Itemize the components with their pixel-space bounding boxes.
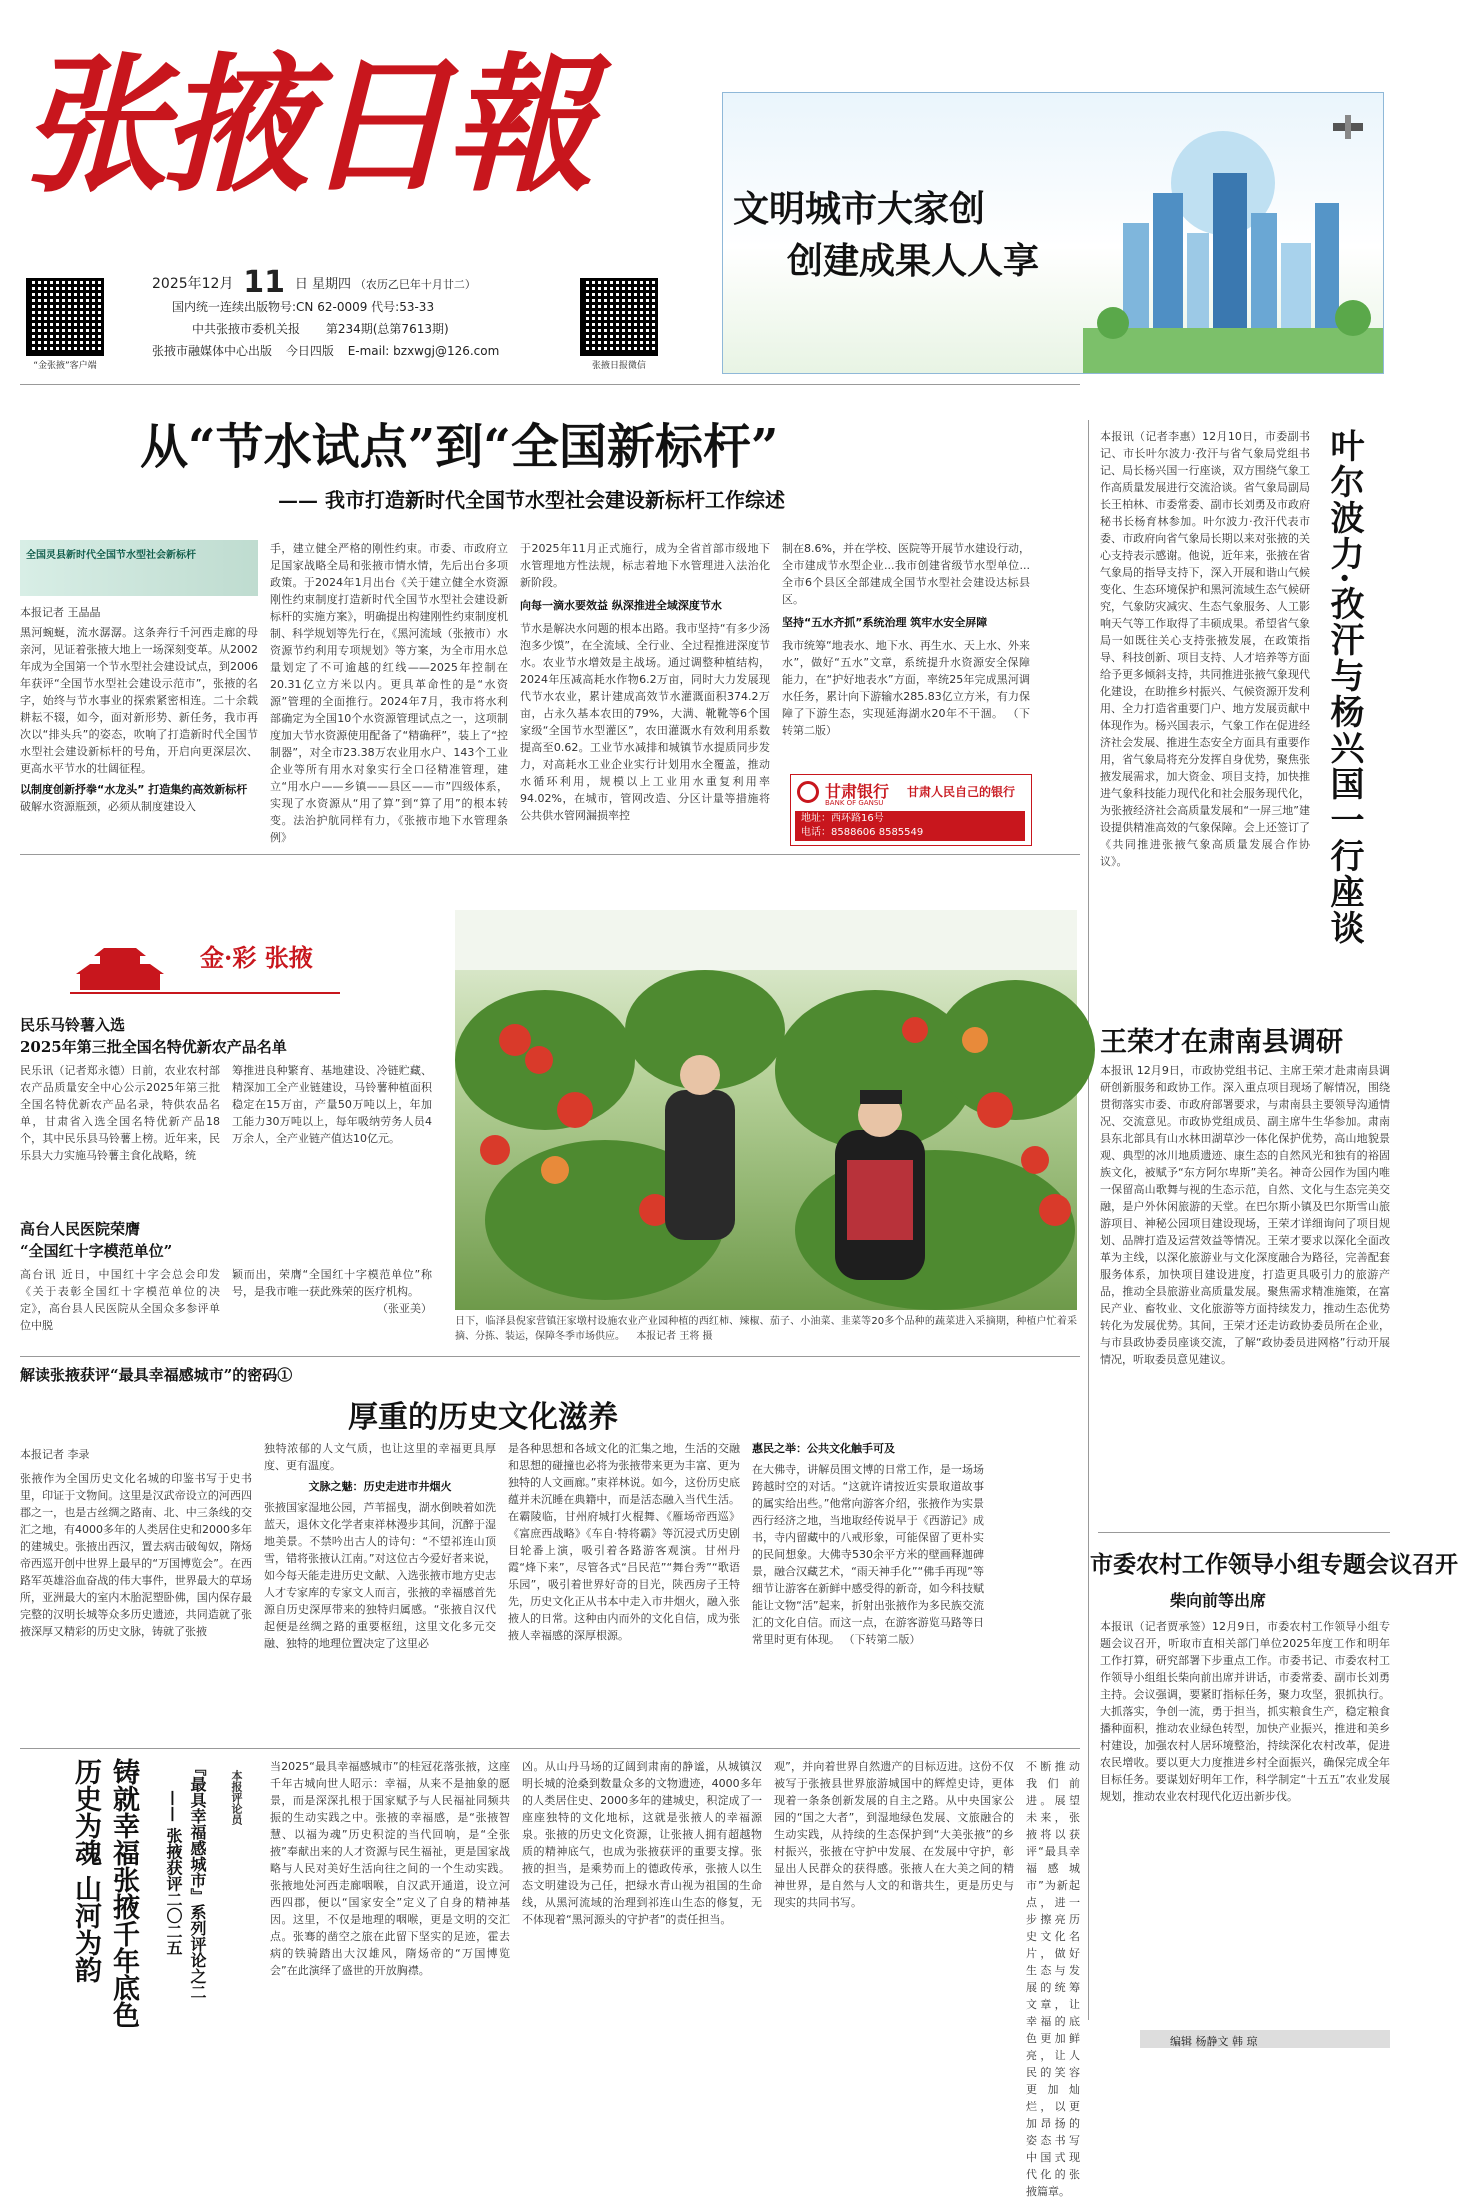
banner-line-2: 创建成果人人享	[787, 240, 1040, 282]
wang-story-body: 本报讯 12月9日，市政协党组书记、主席王荣才赴肃南县调研创新服务和政协工作。深入重点项目现场了解情况，围绕贯彻落实市委、市政府部署要求，与肃南县主要领导沟通情况、交流意见。市政协党组成员、副主席牛生华参加。肃南县东北部具有山水林田湖草沙一体化保护优势，高山地貌景观、典型的冰川地质遗迹、康生态的自然风光和独有的裕固族文化，被赋予“东方阿尔卑斯”美名。神奇公园作为国内唯一保留高山歌舞与视的生态示范，自然、文化与生态完美交融，是户外休闲旅游的天堂。在巴尔斯小镇及巴尔斯雪山旅游项目、神秘公园项目建设现场，王荣才详细询问了项目规划、品牌打造及运营效益等情况。王荣才要求以深化全面改革为主线，以深化旅游业与文化深度融合为路径，完善配套服务体系，加快项目建设进度，打造更具吸引力的旅游产品，推动全县旅游业高质量发展。聚焦需求精准施策，在富民产业、畜牧业、文化旅游等方面持续发力，推动生态优势转化为发展优势。其间，王荣才还走访政协委员所在企业，与市县政协委员座谈交流，了解“政协委员进网格”行动开展情况，听取委员意见建议。	[1100, 1064, 1390, 1366]
jincai-s2-title-line1: 高台人民医院荣膺	[20, 1220, 141, 1238]
editor-line: 编辑 杨静文 韩 琼	[1170, 2035, 1258, 2048]
qr-app-left[interactable]	[26, 278, 104, 371]
jincai-s1-col2: 筹推进良种繁育、基地建设、冷链贮藏、精深加工全产业链建设，马铃薯种植面积稳定在15万亩，产量50万吨以上，年加工能力30万吨以上，每年吸纳劳务人员4万余人，全产业链产值达10亿元。	[232, 1064, 432, 1145]
photo-caption	[455, 1314, 1077, 1350]
history-col-3: 是各种思想和各域文化的汇集之地，生活的交融和思想的碰撞也必将为张掖带来更为丰富、更为独特的人文画廊。”束祥林说。如今，这份历史底蕴并未沉睡在典籍中，而是活态融入当代生活。在霸陵临，甘州府城打火棍舞、《雁场帝西巡》《富庶西战略》《车自·特将霸》等沉浸式历史剧目轮番上演，吸引着各路游客观演。甘州丹霞“烽下来”，尽管各式“吕民范”“舞台秀”“歌语乐园”，吸引着世界好奇的目光，陕西房子王特先，历史文化正从书本中走入市井烟火，融入张掖人的日常。这种由内而外的文化自信，成为张掖人幸福感的深厚根源。	[508, 1442, 740, 1642]
history-col-2	[264, 1440, 496, 1740]
qr-right-label: 张掖日报微信	[591, 361, 646, 371]
jincai-banner	[70, 934, 340, 994]
inset-title: 全国灵县新时代全国节水型社会新标杆	[26, 550, 196, 561]
bank-name: 甘肃银行	[825, 782, 890, 801]
masthead	[0, 0, 1401, 380]
issue-info	[152, 265, 572, 362]
right-column-divider	[1088, 420, 1089, 2020]
history-byline: 本报记者 李录	[20, 1448, 90, 1461]
bank-slogan: 甘肃人民自己的银行	[907, 785, 1016, 799]
date-line: 2025年12月	[152, 276, 234, 292]
pagoda-icon	[70, 944, 170, 992]
commentary-col-3: 观”，并向着世界自然遗产的目标迈进。这份不仅被写于张掖县世界旅游城国中的辉煌史诗，更体现着一条条创新发展的自主之路。从中央国家公园的“国之大者”，到湿地绿色发展、文旅融合的生动实践，从持续的生态保护到“大美张掖”的乡村振兴，张掖在守护中发展、在发展中守护，彰显出人民群众的获得感。张掖人在大美之间的精神世界，是自然与人文的和谐共生，更是历史与现实的共同书写。	[774, 1760, 1014, 1909]
photo-credit: 本报记者 王将 摄	[636, 1331, 713, 1342]
lunar-date: （农历乙巳年十月廿二）	[354, 278, 476, 291]
history-series: 解读张掖获评“最具幸福感城市”的密码①	[20, 1366, 293, 1384]
jincai-s2-col2	[232, 1266, 432, 1338]
jincai-s2-author: （张亚美）	[377, 1302, 432, 1315]
date-day: 11	[243, 265, 286, 300]
rural-story-body: 本报讯（记者贾承签）12月9日，市委农村工作领导小组专题会议召开，听取市直相关部门单位2025年度工作和明年工作打算，研究部署下步重点工作。市委书记、市委农村工作领导小组组长柴向前出席并讲话，市委常委、副市长刘勇主持。会议强调，要紧盯指标任务，聚力攻坚，狠抓执行。大抓落实，争创一流，勇于担当，抓实粮食生产，稳定粮食播种面积，推动农业绿色转型，加快产业振兴，推进和美乡村建设，加强农村人居环境整治，持续深化农村改革，促进农民增收。要以更大力度推进乡村全面振兴，确保完成全年目标任务。要谋划好明年工作，科学制定“十五五”农业发展规划，推动农业农村现代化迈出新步伐。	[1100, 1620, 1390, 1803]
history-col4-subhead: 惠民之举：公共文化触手可及	[752, 1442, 895, 1455]
bank-en: BANK OF GANSU	[825, 799, 884, 807]
lead-byline: 本报记者 王晶晶	[20, 606, 101, 619]
greenhouse-illustration	[455, 910, 1077, 1310]
bank-ad[interactable]	[790, 774, 1032, 846]
right-story-vertical-title: 叶尔波力·孜汗与杨兴国一行座谈	[1324, 428, 1364, 946]
page-count: 今日四版	[285, 344, 334, 358]
issn: 国内统一连续出版物号:CN 62-0009 代号:53-33	[172, 300, 435, 314]
jincai-s1-title	[20, 1014, 450, 1058]
lead-col1-text: 黑河蜿蜒，流水潺潺。这条奔行千河西走廊的母亲河，见证着张掖大地上一场深刻变革。从2002年成为全国第一个节水型社会建设试点，到2006年获评“全国节水型社会建设示范市”，张掖的名字，始终与节水事业的探索紧密相连。二十余载耕耘不辍，如今，面对新形势、新任务，我市再次以“排头兵”的姿态，吹响了打造新时代全国节水型社会建设新标杆的号角，开启向更深层次、更高水平节水的壮阔征程。	[20, 626, 258, 775]
bank-logo-icon	[797, 781, 819, 803]
email: E-mail: bzxwgj@126.com	[347, 344, 500, 358]
editor-bar	[1140, 2030, 1390, 2048]
commentary-series-1: 『最具幸福感城市』系列评论之二	[188, 1760, 207, 2000]
commentary-col-4: 不断推动我们前进。展望未来，张掖将以获评“最具幸福感城市”为新起点，进一步擦亮历史文化名片，做好生态与发展的统筹文章，让幸福的底色更加鲜亮，让人民的笑容更加灿烂，以更加昂扬的姿态书写中国式现代化的张掖篇章。	[1026, 1760, 1080, 2198]
history-col-4	[752, 1440, 984, 1740]
jincai-s1-col1: 民乐讯（记者郑永德）日前，农业农村部农产品质量安全中心公示2025年第三批全国名特优新农产品名录，特供农品名单，甘肃省入选全国名特优新产品18个，其中民乐县马铃薯上榜。近年来，民乐县大力实施马铃薯主食化战略，统	[20, 1064, 220, 1162]
jincai-s2-title	[20, 1218, 450, 1262]
commentary-title-2: 历史为魂 山河为韵	[70, 1758, 101, 1984]
commentary-col-1: 当2025“最具幸福感城市”的桂冠花落张掖，这座千年古城向世人昭示：幸福，从来不是抽象的愿景，而是深深扎根于国家赋予与人民福祉同频共振的生动实践之中。张掖的幸福感，是“张掖智慧、以福为魂”历史积淀的当代回响，是“全张掖”奉献出来的人才资源与民生福祉，更是国家战略与人民对美好生活向往之间的一个生动实践。张掖地处河西走廊咽喉，自汉武开通道，设立河西四郡，便以“国家安全”定义了自身的精神基因。这里，不仅是地理的咽喉，更是文明的交汇点。张骞的凿空之旅在此留下坚实的足迹，霍去病的铁骑踏出大汉雄风，隋炀帝的“万国博览会”在此演绎了盛世的开放胸襟。	[270, 1760, 510, 1977]
right-story-body: 本报讯（记者李惠）12月10日，市委副书记、市长叶尔波力·孜汗与省气象局党组书记、局长杨兴国一行座谈，双方围绕气象工作高质量发展进行交流洽谈。省气象局副局长王柏林、市委常委、副市长刘勇及市政府秘书长杨育林参加。叶尔波力·孜汗代表市委、市政府向省气象局长期以来对张掖的关心支持表示感谢。他说，近年来，张掖在省气象局的指导支持下，深入开展和谐山气候变化、生态环境保护和黑河流域生态气候研究，气象防灾减灾、生态气象服务、人工影响天气等工作取得了丰硕成果。希望省气象局一如既往关心支持张掖发展，在政策指导、科技创新、项目支持、人才培养等方面给予更多倾斜支持，共同推进张掖气象现代化建设，在助推乡村振兴、气候资源开发利用、全力打造省重要门户、地方发展贡献中体现作为。杨兴国表示，气象工作在促进经济社会发展、推进生态安全方面具有重要作用，省气象局将充分发挥自身优势，聚焦张掖发展需求，加大资金、项目支持，加快推进气象科技能力现代化和社会服务现代化，为张掖经济社会高质量发展和“一屏三地”建设提供精准高效的气象保障。会上还签订了《共同推进张掖气象高质量发展合作协议》。	[1100, 430, 1310, 868]
qr-left-label: “金张掖”客户端	[33, 361, 97, 371]
history-col-1: 张掖作为全国历史文化名城的印鉴书写于史书里，印证于文物间。这里是汉武帝设立的河西四郡之一，也是古丝绸之路南、北、中三条线的交汇之地，有4000多年的人类居住史和2000多年的建城史。张掖出西汉，置去病击破匈奴，隋炀帝西巡开创中世界上最早的“万国博览会”。在西路军英雄浴血奋战的伟大事件，世界最大的草场所，亚洲最大的室内木胎泥塑卧佛，国内保存最完整的汉明长城等众多历史遗迹，共同造就了张掖深厚又精彩的历史文脉，铸就了张掖	[20, 1472, 252, 1638]
bank-phone: 电话：8588606 8585549	[801, 827, 924, 838]
jincai-s1-title-line2: 2025年第三批全国名特优新农产品名单	[20, 1038, 287, 1056]
commentary-author: 本报评论员	[230, 1770, 243, 1825]
lead-col4-body: 我市统筹“地表水、地下水、再生水、天上水、外来水”，做好“五水”文章，系统提升水资源安全保障能力，在“护好地表水”方面，率统25年完成黑河调水任务，累计向下游输水285.83亿立方米，有力保障了下游生态，实现延海湖水20年不干涸。	[782, 639, 1030, 720]
history-continue: （下转第二版）	[843, 1633, 921, 1646]
commentary-col-2: 凶。从山丹马场的辽阔到肃南的静谧，从城镇汉明长城的沧桑到数量众多的文物遗迹，4000多年的人类居住史、2000多年的建城史，积淀成了一座座独特的文化地标，这就是张掖人的幸福源泉。张掖的历史文化资源，让张掖人拥有超越物质的精神底气，也成为张掖获评的重要支撑。张掖的担当，是乘势而上的德政传承，张掖人以生态文明建设为己任，把绿水青山视为祖国的生命线，从黑河流域的治理到祁连山生态的修复，无不体现着“黑河源头的守护者”的责任担当。	[522, 1760, 762, 1926]
sponsor: 中共张掖市委机关报	[192, 322, 301, 336]
history-col2-body: 张掖国家湿地公园，芦苇摇曳，湖水倒映着如洗蓝天，退休文化学者束祥林漫步其间，沉醉于湿地美景。不禁吟出古人的诗句：“不望祁连山顶雪，错将张掖认江南。”对这位古今爱好者来说，如今每天能走进历史文献、入选张掖市地方史志人才专家库的专家文人而言，张掖的幸福感首先源自历史深厚带来的独特归属感。“张掖自汉代起便是丝绸之路的重要枢纽，这里文化多元交融、独特的地理位置决定了这里必	[264, 1501, 496, 1650]
lead-col1-subhead: 以制度创新抒拳“水龙头” 打造集约高效新标杆	[20, 783, 248, 796]
rural-story-subtitle: 柴向前等出席	[1170, 1591, 1267, 1610]
bank-address: 地址：西环路16号	[801, 813, 884, 824]
qr-code-icon	[580, 278, 658, 356]
lead-col-4	[782, 540, 1030, 765]
jincai-title: 金·彩 张掖	[200, 943, 313, 972]
lead-col3-text: 于2025年11月正式施行，成为全省首部市级地下水管理地方性法规，标志着地下水管理进入法治化新阶段。	[520, 542, 770, 589]
banner-line-1: 文明城市大家创	[733, 188, 986, 230]
lead-continue: （下转第二版）	[782, 707, 1030, 737]
lead-col1-tail: 破解水资源瓶颈，必须从制度建设入	[20, 800, 196, 813]
lead-col3-body: 节水是解决水问题的根本出路。我市坚持“有多少汤泡多少馍”，在全流域、全行业、全过程推进深度节水。农业节水增效是主战场。通过调整种植结构，2024年压减高耗水作物6.2万亩，同时大力发展现代节水农业，累计建成高效节水灌溉面积374.2万亩，占永久基本农田的79%，大满、靴靴等6个国家级“全国节水型灌区”，农田灌溉水有效利用系数提高至0.62。工业节水减排和城镇节水提质同步发力，对高耗水工业企业实行计划用水全覆盖，推动水循环利用，规模以上工业用水重复利用率94.02%，在城市，管网改造、分区计量等措施将公共供水管网漏损率控	[520, 622, 770, 822]
commentary-title-1: 铸就幸福张掖千年底色	[108, 1758, 139, 2028]
photo-caption-text: 日下，临泽县倪家营镇汪家墩村设施农业产业园种植的西红柿、辣椒、茄子、小油菜、韭菜等20多个品种的蔬菜进入采摘期，种植户忙着采摘、分拣、装运，保障冬季市场供应。	[455, 1316, 1077, 1342]
publisher: 张掖市融媒体中心出版	[152, 344, 273, 358]
history-col2-text: 独特浓郁的人文气质，也让这里的幸福更具厚度、更有温度。	[264, 1442, 496, 1472]
lead-col-3	[520, 540, 770, 846]
newspaper-title: 张掖日報	[20, 38, 588, 212]
city-skyline-illustration	[1083, 113, 1383, 373]
lead-headline: 从“节水试点”到“全国新标杆”	[140, 419, 779, 475]
lead-col4-text: 制在8.6%，并在学校、医院等开展节水建设行动，全市建成节水型企业...我市创建省级节水型单位...全市6个县区全部建成全国节水型社会建设达标县区。	[782, 542, 1030, 606]
wang-story-title: 王荣才在肃南县调研	[1100, 1027, 1343, 1058]
history-col4-text: 在大佛寺，讲解员围文博的日常工作，是一场场跨越时空的对话。“这就许请按近实景取道故事的属实给出些。”他常向游客介绍，张掖作为实景西行经济之地，当地取经传说早于《西游记》成书，寺内留藏中的八戒形象，可能保留了更朴实的民间想象。大佛寺530余平方米的壁画释迦碑景，融合汉藏艺术，“雨天神手化”“佛手再现”等细节让游客在新鲜中感受得的新奇，如今科技赋能让文物“活”起来，折射出张掖作为多民族交流汇的文化自信。而这一点，在游客游览马路等日常里时更有体现。	[752, 1463, 984, 1646]
rural-story-title: 市委农村工作领导小组专题会议召开	[1090, 1551, 1458, 1578]
masthead-divider	[20, 384, 1080, 385]
lead-col3-subhead: 向每一滴水要效益 纵深推进全域深度节水	[520, 599, 722, 612]
lead-subhead: —— 我市打造新时代全国节水型社会建设新标杆工作综述	[278, 488, 785, 512]
civic-banner	[722, 92, 1384, 374]
lead-bottom-divider	[20, 854, 1080, 855]
lead-inset-image	[20, 540, 258, 596]
bank-contact	[795, 811, 1025, 841]
lead-col-1	[20, 624, 258, 844]
commentary-series-2: —— 张掖获评二〇二五	[164, 1790, 183, 1956]
rural-divider	[1098, 1532, 1390, 1533]
weekday: 日 星期四	[294, 277, 351, 292]
issue-number: 第234期(总第7613期)	[325, 322, 449, 336]
qr-wechat-right[interactable]	[580, 278, 658, 371]
qr-code-icon	[26, 278, 104, 356]
jincai-s1-title-line1: 民乐马铃薯入选	[20, 1016, 126, 1034]
lead-col-2: 手，建立健全严格的刚性约束。市委、市政府立足国家战略全局和张掖市情水情，先后出台多项政策。于2024年1月出台《关于建立健全水资源刚性约束制度打造新时代全国节水型社会建设新标杆的实施方案》，明确提出构建刚性约束制度机制、科学规划等先行在，《黑河流域（张掖市）水资源节约利用专项规划》等方案，为全市用水总量划定了不可逾越的红线——2025年控制在20.31亿立方米以内。更具革命性的是“水资源”管理的全面推行。2024年7月，我市将水利部确定为全国10个水资源管理试点之一，这项制度加大节水资源使用配备了“精确秤”，装上了“控制器”，对全市23.38万农业用水户、143个工业企业等所有用水对象实行全口径精准管理，建立“用水户——乡镇——县区——市”四级体系，实现了水资源从“用了算”到“算了用”的根本转变。法治护航同样有力，《张掖市地下水管理条例》	[270, 542, 508, 844]
mid-divider	[20, 1356, 1080, 1357]
lower-divider	[20, 1748, 1080, 1749]
history-headline: 厚重的历史文化滋养	[348, 1400, 618, 1435]
tomato-harvest-photo	[455, 910, 1077, 1310]
jincai-s2-title-line2: “全国红十字模范单位”	[20, 1242, 173, 1260]
jincai-s2-col1: 高台讯 近日，中国红十字会总会印发《关于表彰全国红十字模范单位的决定》，高台县人民医院从全国众多参评单位中脱	[20, 1268, 220, 1332]
history-col2-subhead: 文脉之魅：历史走进市井烟火	[308, 1480, 452, 1493]
lead-col4-subhead: 坚持“五水齐抓”系统治理 筑牢水安全屏障	[782, 616, 988, 629]
jincai-s2-col2-text: 颖而出，荣膺“全国红十字模范单位”称号，是我市唯一获此殊荣的医疗机构。	[232, 1268, 432, 1298]
